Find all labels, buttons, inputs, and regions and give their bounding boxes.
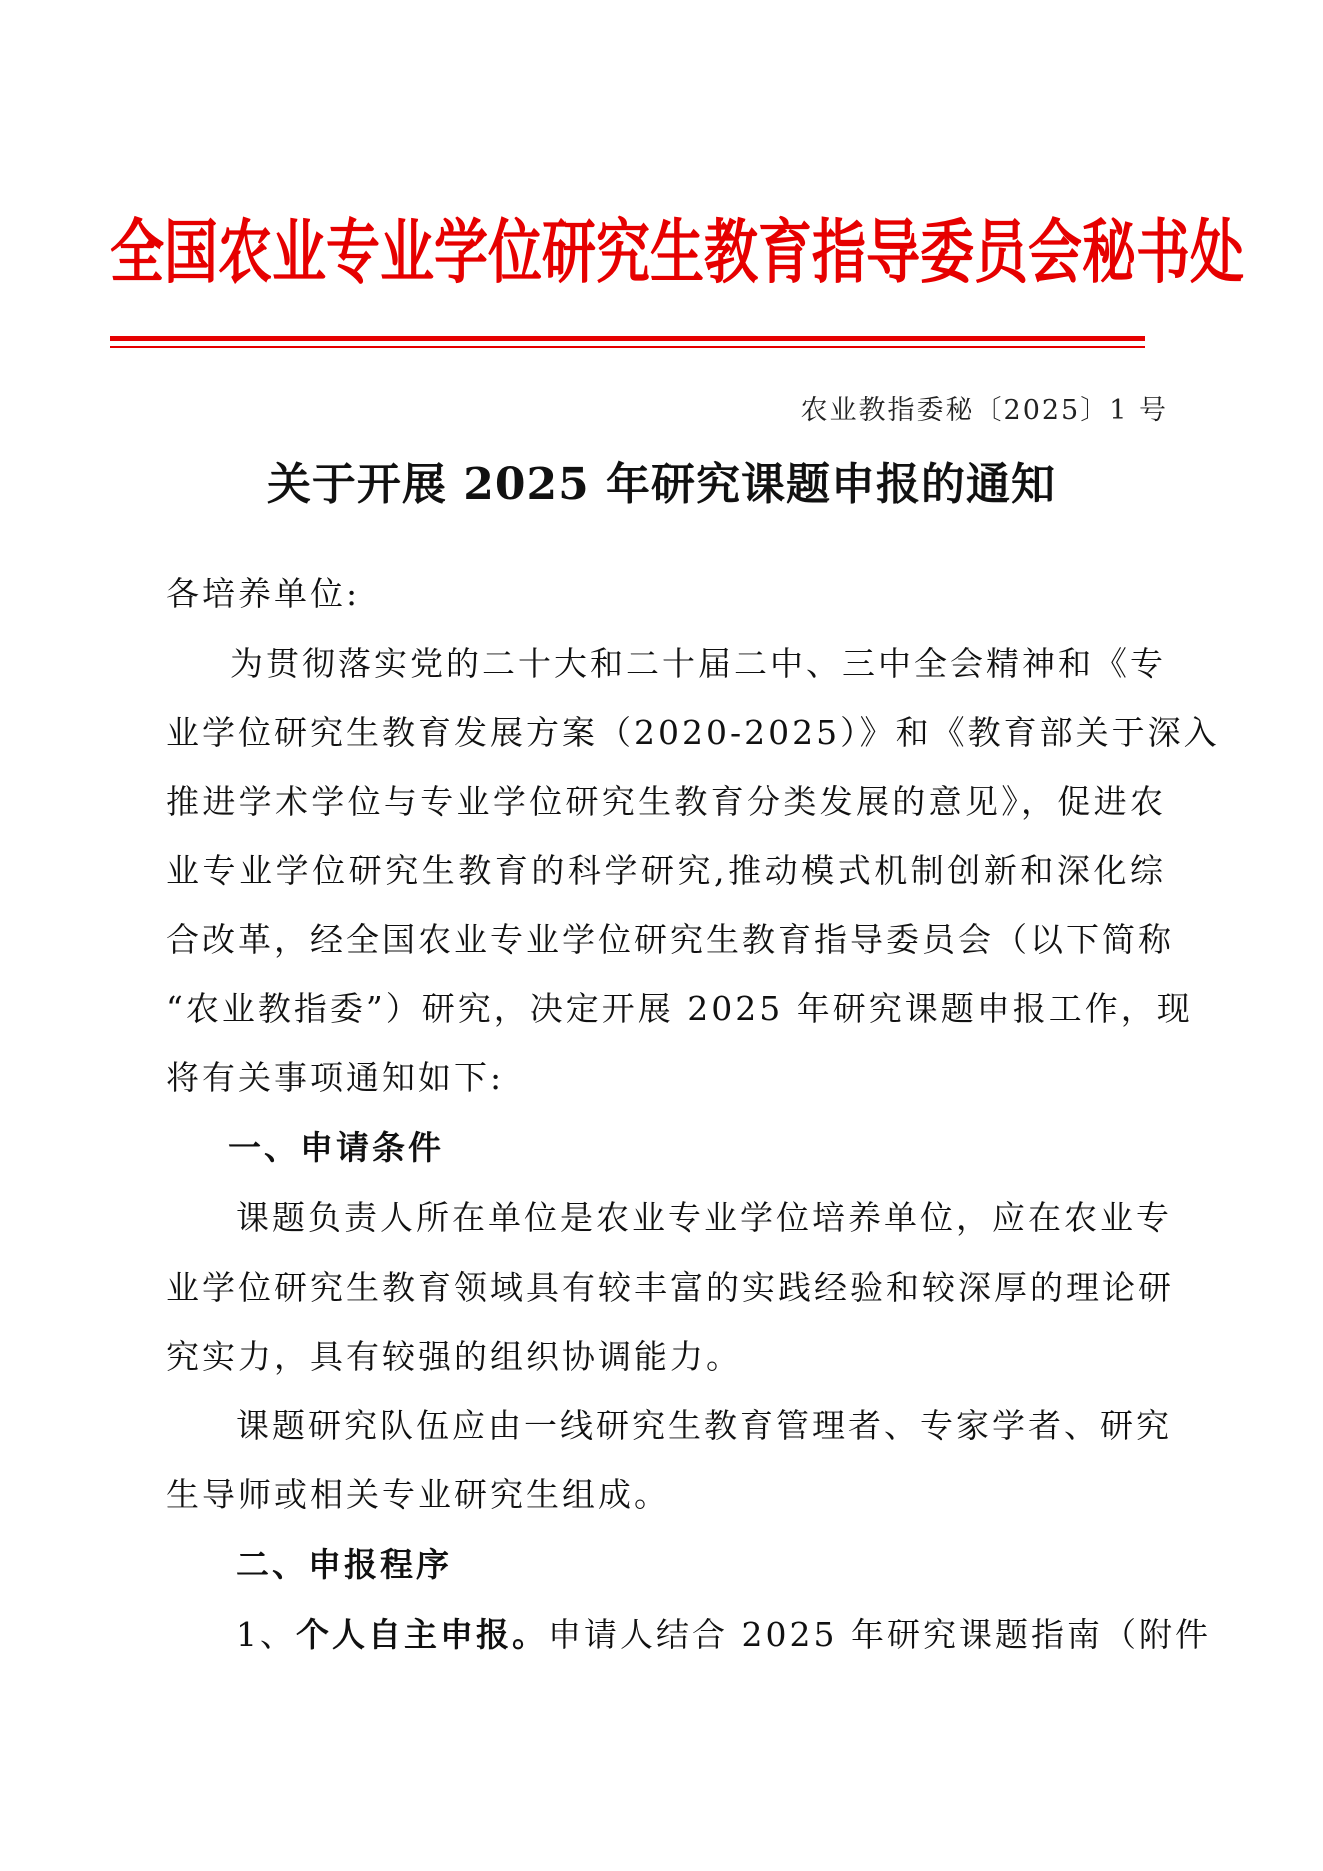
section1-line: 究实力，具有较强的组织协调能力。 [166, 1337, 742, 1376]
item-text: 申请人结合 2025 年研究课题指南（附件 [548, 1615, 1211, 1654]
masthead-rule-thick [110, 336, 1145, 341]
item-bold-lead: 个人自主申报。 [296, 1615, 548, 1654]
section1-line: 课题负责人所在单位是农业专业学位培养单位，应在农业专 [236, 1198, 1172, 1237]
intro-line: 将有关事项通知如下: [166, 1058, 505, 1097]
document-number: 农业教指委秘〔2025〕1 号 [800, 395, 1168, 426]
intro-line: 为贯彻落实党的二十大和二十届二中、三中全会精神和《专 [230, 644, 1166, 683]
document-title: 关于开展 2025 年研究课题申报的通知 [266, 459, 1057, 510]
masthead-title: 全国农业专业学位研究生教育指导委员会秘书处 [110, 212, 1244, 293]
intro-line: 合改革，经全国农业专业学位研究生教育指导委员会（以下简称 [166, 920, 1174, 959]
item-number: 1、 [236, 1615, 296, 1654]
section1-line: 业学位研究生教育领域具有较丰富的实践经验和较深厚的理论研 [166, 1268, 1174, 1307]
intro-line: “农业教指委”）研究，决定开展 2025 年研究课题申报工作，现 [166, 989, 1193, 1028]
section2-item-1 [236, 1609, 1211, 1656]
section1-line: 生导师或相关专业研究生组成。 [166, 1475, 670, 1514]
salutation: 各培养单位: [166, 574, 361, 613]
section-heading-eligibility: 一、申请条件 [228, 1128, 444, 1167]
section1-line: 课题研究队伍应由一线研究生教育管理者、专家学者、研究 [236, 1406, 1172, 1445]
masthead-rule-thin [110, 346, 1145, 348]
intro-line: 业学位研究生教育发展方案（2020-2025）》和《教育部关于深入 [166, 713, 1220, 752]
section-heading-procedure: 二、申报程序 [236, 1545, 452, 1584]
intro-line: 业专业学位研究生教育的科学研究,推动模式机制创新和深化综 [166, 851, 1166, 890]
intro-line: 推进学术学位与专业学位研究生教育分类发展的意见》，促进农 [166, 782, 1166, 821]
